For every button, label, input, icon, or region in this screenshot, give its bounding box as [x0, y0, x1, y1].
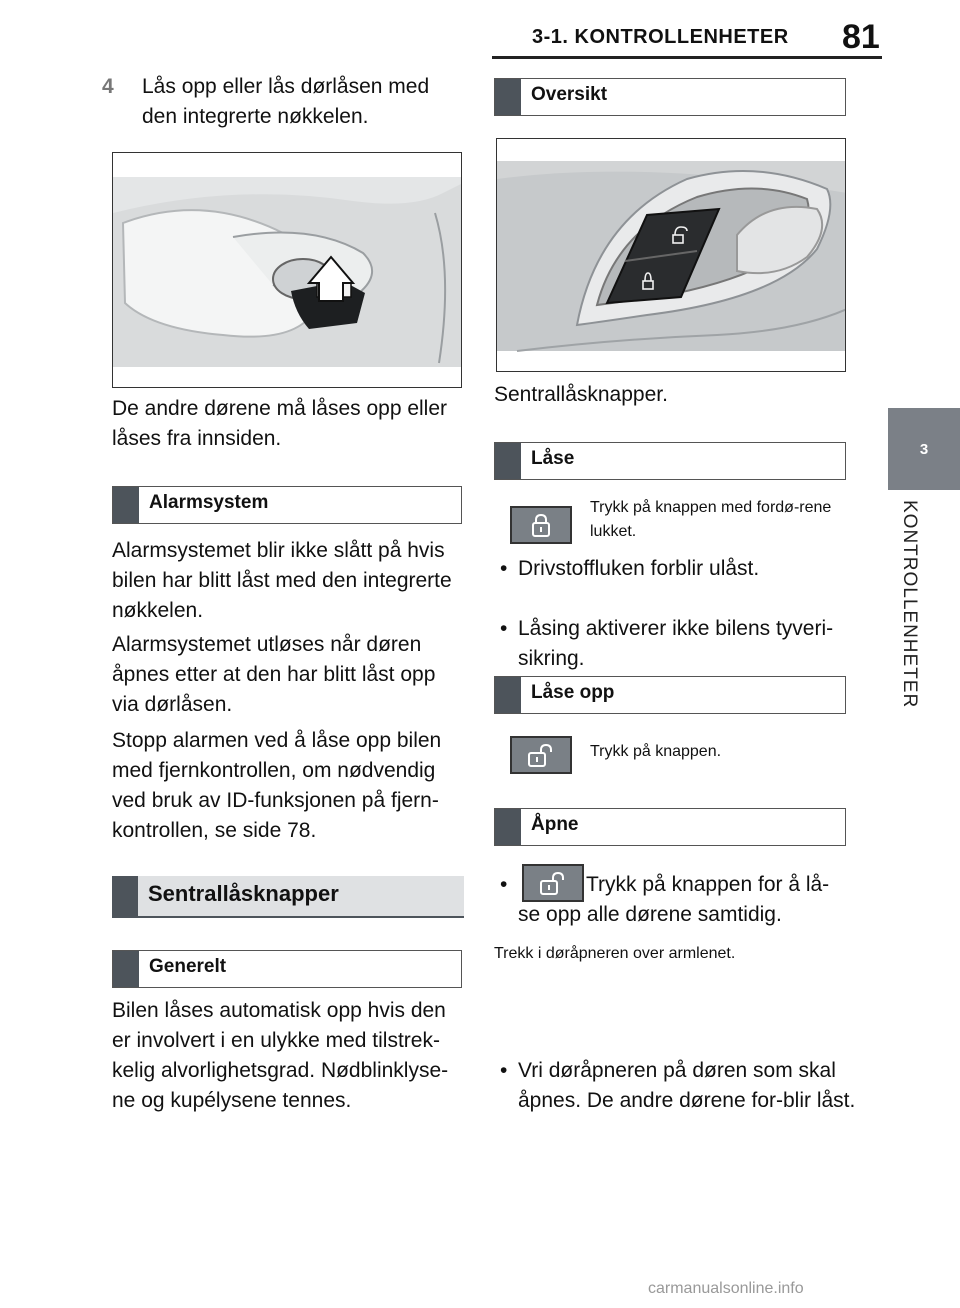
bullet-dot: • [500, 617, 508, 640]
unlock-instruction: Trykk på knappen. [590, 743, 722, 760]
unlock-heading-box [494, 676, 846, 714]
step-text: Lås opp eller lås dørlåsen med den integrerte nøkkelen. [142, 75, 430, 128]
alarm-heading: Alarmsystem [149, 492, 269, 513]
bullet-dot: • [500, 557, 508, 580]
heading-bar [495, 809, 521, 845]
chapter-tab[interactable] [888, 408, 960, 490]
header-divider [492, 56, 882, 59]
bullet-dot: • [500, 1059, 508, 1082]
heading-bar [113, 487, 139, 523]
heading-bar [113, 951, 139, 987]
lock-heading: Låse [531, 448, 575, 469]
open-bullet-dot: • [500, 873, 508, 896]
lock-instruction: Trykk på knappen med fordø-rene lukket. [590, 499, 832, 540]
overview-heading-box [494, 78, 846, 116]
door-handle-key-image [113, 153, 462, 388]
general-heading-box [112, 950, 462, 988]
other-doors-text: De andre dørene må låses opp eller låses fra innsiden. [112, 397, 448, 450]
lock-heading-box [494, 442, 846, 480]
watermark: carmanualsonline.info [648, 1280, 804, 1297]
unlock-icon [526, 742, 556, 768]
overview-heading: Oversikt [531, 84, 608, 105]
alarm-paragraph-2: Alarmsystemet utløses når døren åpnes etter at den har blitt låst opp via dørlåsen. [112, 633, 436, 716]
alarm-paragraph-3: Stopp alarmen ved å låse opp bilen med fjernkontrollen, om nødvendig ved bruk av ID-funksjonen på fjern-kontrollen, se side 78. [112, 729, 442, 842]
image-caption: Sentrallåsknapper. [494, 383, 668, 406]
open-heading-box [494, 808, 846, 846]
open-bullet-2: • Vri døråpneren på døren som skal åpnes. De andre dørene for-blir låst. [494, 1056, 870, 1116]
unlock-button [510, 736, 572, 774]
heading-bar [495, 443, 521, 479]
open-heading: Åpne [531, 814, 579, 835]
alarm-paragraph-1: Alarmsystemet blir ikke slått på hvis bilen har blitt låst med den integrerte nøkkelen. [112, 539, 452, 622]
lock-bullet-1: • Drivstoffluken forblir ulåst. [494, 554, 870, 584]
general-text: Bilen låses automatisk opp hvis den er involvert i en ulykke med tilstrek-kelig alvorlighetsgrad. Nødblinklyse-ne og kupélysene tennes. [112, 999, 449, 1112]
central-lock-illustration [496, 138, 846, 372]
heading-bar [112, 876, 138, 916]
lock-button [510, 506, 572, 544]
heading-bar [495, 677, 521, 713]
general-heading: Generelt [149, 956, 227, 977]
central-lock-heading: Sentrallåsknapper [148, 881, 339, 906]
heading-bar [495, 79, 521, 115]
door-lock-illustration [112, 152, 462, 388]
chapter-side-label: KONTROLLENHETER [899, 500, 920, 709]
lock-bullet-2: • Låsing aktiverer ikke bilens tyveri-sikring. [494, 614, 870, 674]
section-title: 3-1. KONTROLLENHETER [532, 26, 789, 48]
open-bullet-text: Trykk på knappen for å lå-se opp alle dørene samtidig. [518, 873, 830, 926]
door-panel-buttons-image [497, 139, 846, 372]
central-lock-heading-box [112, 876, 464, 918]
step-number: 4 [102, 75, 114, 98]
alarm-heading-box [112, 486, 462, 524]
lock-icon [528, 512, 554, 538]
open-note: Trekk i døråpneren over armlenet. [494, 945, 736, 962]
unlock-heading: Låse opp [531, 682, 615, 703]
page-number: 81 [842, 18, 880, 56]
chapter-number: 3 [919, 440, 929, 458]
